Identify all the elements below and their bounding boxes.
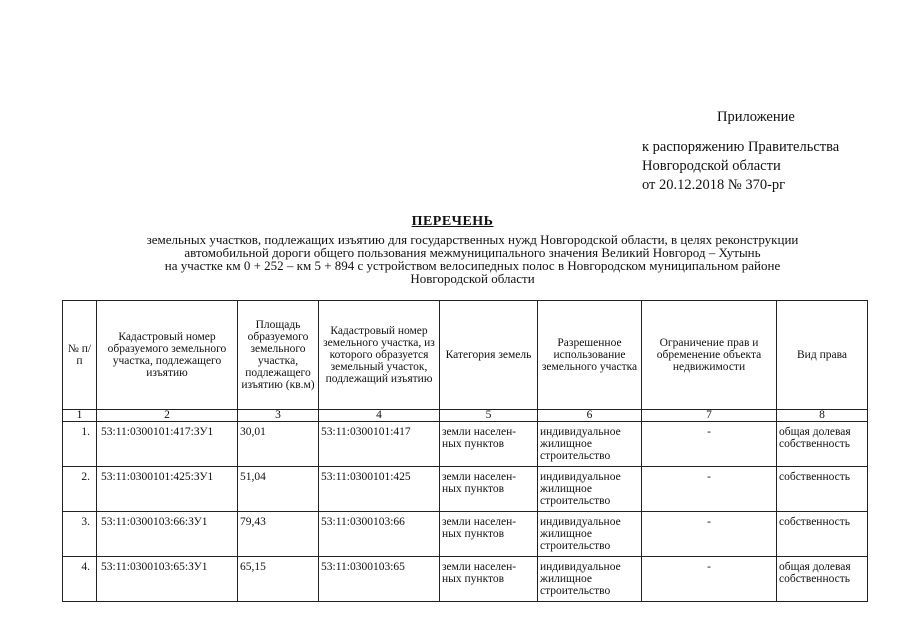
header-cell-restriction: Ограничение прав и обременение объекта недвижимости [642, 301, 777, 410]
land-category: земли населен-ных пунктов [440, 557, 538, 602]
permitted-use: индивидуальное жилищное строительство [538, 467, 642, 512]
header-cell-source-cadastral: Кадастровый номер земельного участка, из которого образуется земельный участок, подлежащий изъятию [319, 301, 440, 410]
land-plots-table [62, 300, 868, 602]
permitted-use: индивидуальное жилищное строительство [538, 557, 642, 602]
right-type: собственность [777, 512, 868, 557]
new-cadastral-number: 53:11:0300101:417:ЗУ1 [97, 422, 238, 467]
table-row [63, 422, 868, 467]
land-category: земли населен-ных пунктов [440, 467, 538, 512]
header-cell-category: Категория земель [440, 301, 538, 410]
land-category: земли населен-ных пунктов [440, 422, 538, 467]
new-cadastral-number: 53:11:0300101:425:ЗУ1 [97, 467, 238, 512]
header-cell-right: Вид права [777, 301, 868, 410]
right-type: общая долевая собственность [777, 422, 868, 467]
column-number: 4 [319, 410, 440, 422]
subtitle-line: автомобильной дороги общего пользования межмуниципального значения Великий Новгород – Хутынь [184, 245, 761, 260]
column-number: 8 [777, 410, 868, 422]
new-cadastral-number: 53:11:0300103:66:ЗУ1 [97, 512, 238, 557]
appendix-line-2: Новгородской области [642, 158, 781, 174]
subtitle-line: Новгородской области [410, 271, 535, 286]
land-category: земли населен-ных пунктов [440, 512, 538, 557]
restriction: - [642, 557, 777, 602]
source-cadastral-number: 53:11:0300101:417 [319, 422, 440, 467]
permitted-use: индивидуальное жилищное строительство [538, 512, 642, 557]
subtitle-line: земельных участков, подлежащих изъятию для государственных нужд Новгородской области, в целях реконструкции [146, 232, 799, 247]
restriction: - [642, 512, 777, 557]
row-number: 4. [63, 557, 97, 602]
table-row [63, 557, 868, 602]
appendix-line-1: к распоряжению Правительства [642, 139, 840, 155]
row-number: 3. [63, 512, 97, 557]
header-cell-area: Площадь образуемого земельного участка, подлежащего изъятию (кв.м) [238, 301, 319, 410]
right-type: общая долевая собственность [777, 557, 868, 602]
new-cadastral-number: 53:11:0300103:65:ЗУ1 [97, 557, 238, 602]
column-number: 7 [642, 410, 777, 422]
source-cadastral-number: 53:11:0300103:65 [319, 557, 440, 602]
header-cell-number: № п/п [63, 301, 97, 410]
column-number: 1 [63, 410, 97, 422]
header-cell-use: Разрешенное использование земельного участка [538, 301, 642, 410]
table-header-row [63, 301, 868, 410]
appendix-block [642, 108, 872, 195]
source-cadastral-number: 53:11:0300101:425 [319, 467, 440, 512]
plot-area: 79,43 [238, 512, 319, 557]
column-number: 5 [440, 410, 538, 422]
appendix-title: Приложение [717, 109, 795, 125]
header-cell-new-cadastral: Кадастровый номер образуемого земельного участка, подлежащего изъятию [97, 301, 238, 410]
table-row [63, 512, 868, 557]
table-row [63, 467, 868, 512]
document-title: ПЕРЕЧЕНЬ [411, 214, 494, 229]
restriction: - [642, 422, 777, 467]
right-type: собственность [777, 467, 868, 512]
column-number: 6 [538, 410, 642, 422]
plot-area: 30,01 [238, 422, 319, 467]
plot-area: 51,04 [238, 467, 319, 512]
document-subtitle [60, 233, 885, 285]
row-number: 1. [63, 422, 97, 467]
permitted-use: индивидуальное жилищное строительство [538, 422, 642, 467]
appendix-line-3: от 20.12.2018 № 370-рг [642, 177, 786, 193]
column-number: 2 [97, 410, 238, 422]
subtitle-line: на участке км 0 + 252 – км 5 + 894 с устройством велосипедных полос в Новгородском муниципальном районе [164, 258, 781, 273]
column-number: 3 [238, 410, 319, 422]
column-numbers-row [63, 410, 868, 422]
plot-area: 65,15 [238, 557, 319, 602]
row-number: 2. [63, 467, 97, 512]
source-cadastral-number: 53:11:0300103:66 [319, 512, 440, 557]
restriction: - [642, 467, 777, 512]
